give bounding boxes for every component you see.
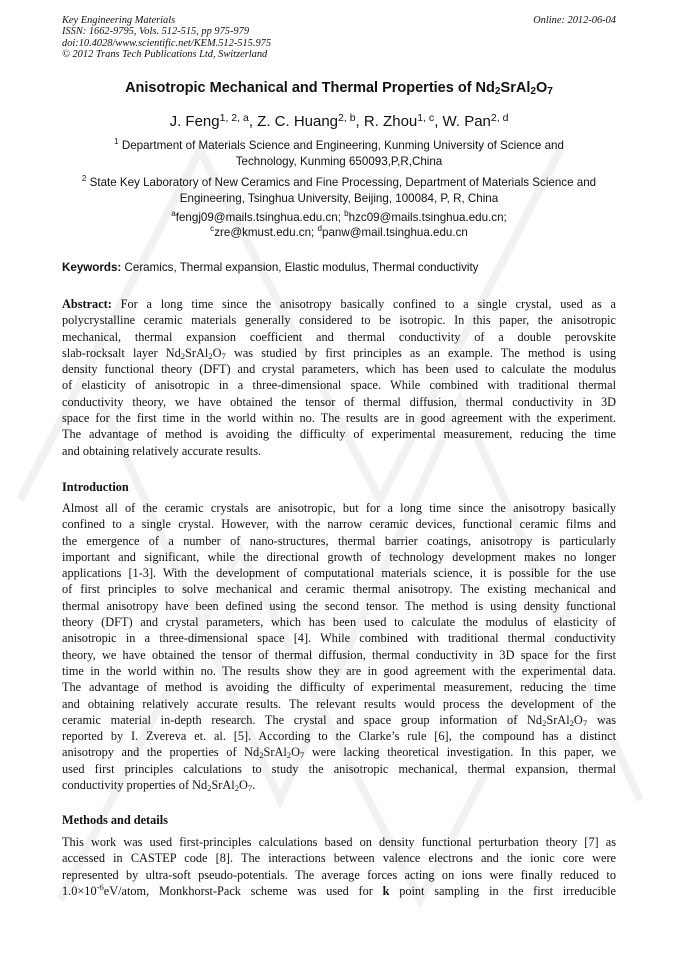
introduction-paragraph: Almost all of the ceramic crystals are anisotropic, but for a long time since the anisotropy basically confined to a single crystal. However, with the narrow ceramic devices, functional ceramic films and the emergence of a number of nano-structures, thermal barrier coatings, anisotropy is particularly important and significant, while the directional growth of technology development makes no longer applications [1-3]. With the development of computational materials science, it is possible for the use of first principles to solve mechanical and ceramic thermal anisotropy. The existing mechanical and thermal anisotropy have been defined using the second tensor. The method is using density functional theory (DFT) and crystal parameters, which has been used to calculate the modulus of elasticity of anisotropic in a three-dimensional space [4]. While combined with traditional thermal conductivity theory, we have obtained the tensor of thermal diffusion, thermal conductivity in 3D space for the first time in the world within no. The results show they are in good agreement with the experimental data. The advantage of method is avoiding the difficulty of experimental measurement, reducing the time and obtaining relatively accurate results. The relevant results would process the development of the ceramic material in-depth research. The crystal and space group information of $Nd_2SrAl_2O_7$ was reported by I. Zvereva et. al. [5]. According to the Clarke’s rule [6], the compound has a distinct anisotropy and the properties of $Nd_2SrAl_2O_7$ were lacking theoretical investigation. In this paper, we used first principles calculations to study the anisotropic mechanical, thermal expansion, thermal conductivity properties of $Nd_2SrAl_2O_7$. [62,501,616,794]
doi-line: doi:10.4028/www.scientific.net/KEM.512-515.975 [62,37,272,49]
author-name: W. Pan [442,113,491,130]
affiliation-2: $^2$ State Key Laboratory of New Ceramics and Fine Processing, Department of Materials Science and Engineering, Tsinghua University, Beijing, 100084, P, R, China [81,174,597,205]
copyright-line: © 2012 Trans Tech Publications Ltd, Switzerland [62,49,268,61]
affiliation-1: $^1$ Department of Materials Science and Engineering, Kunming University of Science and Technology, Kunming 650093,P,R,China [114,137,564,168]
abstract-label: Abstract: [62,297,112,311]
section-heading-introduction: Introduction [62,480,129,494]
email-link[interactable]: zre@kmust.edu.cn; [214,226,318,240]
author-name: J. Feng [169,113,220,130]
author-name: Z. C. Huang [257,113,339,130]
author-emails: $^a$fengj09@mails.tsinghua.edu.cn; $^b$hzc09@mails.tsinghua.edu.cn; $^c$zre@kmust.edu.cn; $^d$panw@mail.tsinghua.edu.cn [171,209,507,240]
journal-header [62,15,271,61]
journal-name: Key Engineering Materials [62,15,176,26]
methods-paragraph: This work was used first-principles calculations based on density functional perturbation theory [7] as accessed in CASTEP code [8]. The interactions between valence electrons and the ionic core were represented by ultra-soft pseudo-potentials. The average forces acting on ions were finally reduced to $1.0\times 10^{-6}eV$/atom, Monkhorst-Pack scheme was used for k point sampling in the first irreducible [62,835,616,898]
email-link[interactable]: panw@mail.tsinghua.edu.cn [322,226,468,240]
author-name: R. Zhou [363,113,418,130]
author-list: J. Feng$^{1, 2, a}$, Z. C. Huang$^{2, b}$, R. Zhou$^{1, c}$, W. Pan$^{2, d}$ [169,112,509,130]
section-heading-methods: Methods and details [62,813,168,827]
issn-line: ISSN: 1662-9795, Vols. 512-515, pp 975-979 [62,26,250,38]
email-link[interactable]: hzc09@mails.tsinghua.edu.cn; [348,211,507,224]
paper-title: Anisotropic Mechanical and Thermal Properties of $Nd_2SrAl_2O_7$ [125,80,553,97]
keywords-line: Keywords: Ceramics, Thermal expansion, Elastic modulus, Thermal conductivity [62,261,479,274]
abstract-paragraph: Abstract: For a long time since the anisotropy basically confined to a single crystal, used as a polycrystalline ceramic materials generally considered to be isotropic. In this paper, the anisotropic mechanical, thermal expansion coefficient and thermal conductivity of a double perovskite slab-rocksalt layer $Nd_2SrAl_2O_7$ was studied by first principles as an example. The method is using density functional theory (DFT) and crystal parameters, which has been used to calculate the modulus of elasticity of anisotropic in a three-dimensional space. While combined with traditional thermal conductivity theory, we have obtained the tensor of thermal diffusion, thermal conductivity in 3D space for the first time in the world within no. The results are in good agreement with the experiment. The advantage of method is avoiding the difficulty of experimental measurement, reducing the time and obtaining relatively accurate results. [62,297,616,458]
email-link[interactable]: fengj09@mails.tsinghua.edu.cn; [175,211,345,224]
online-date: Online: 2012-06-04 [533,15,616,26]
